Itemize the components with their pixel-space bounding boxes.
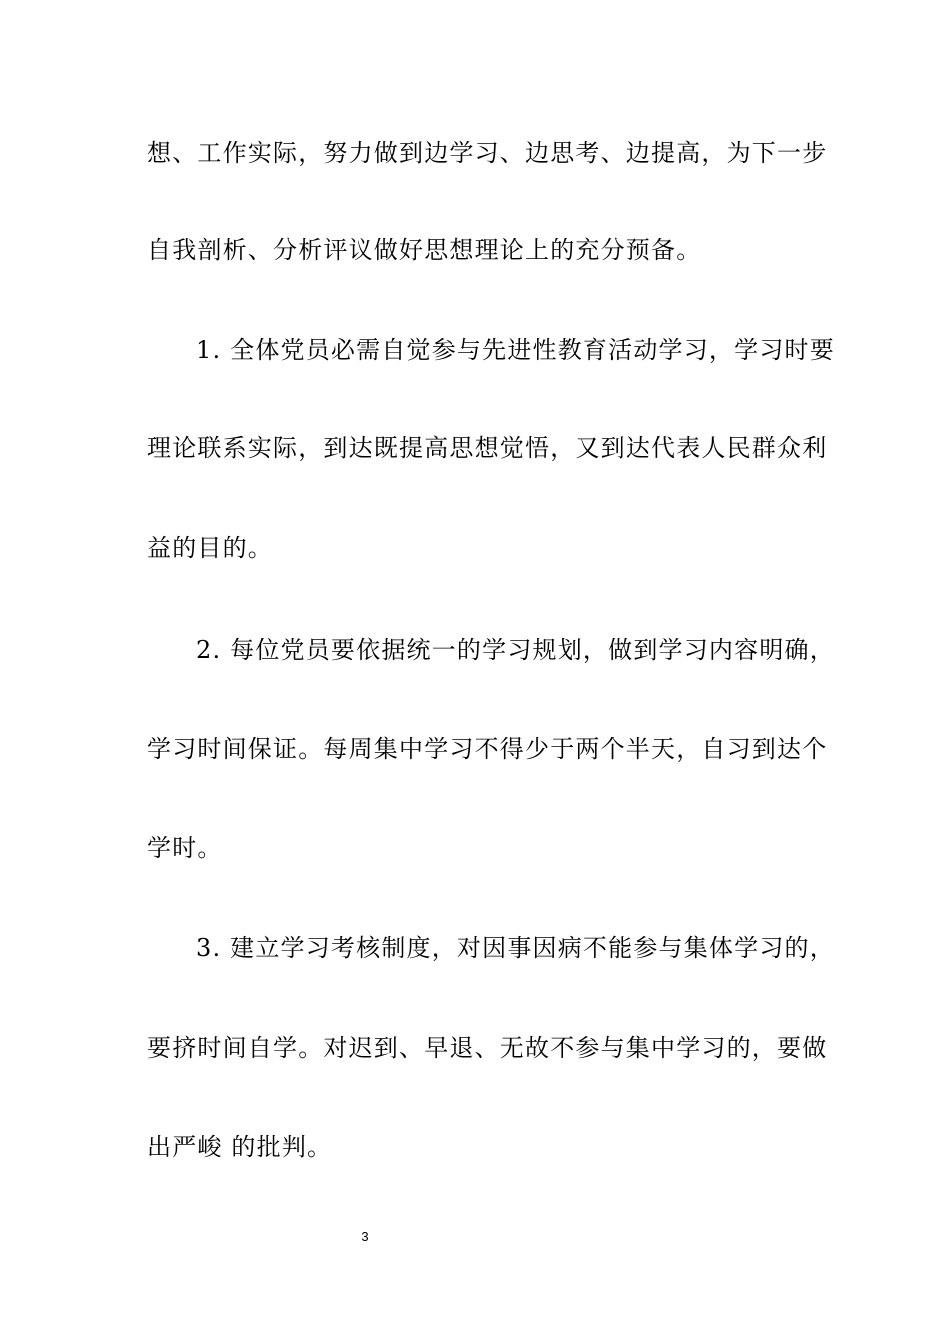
text-line-1: 想、工作实际，努力做到边学习、边思考、边提高，为下一步: [147, 139, 828, 167]
list-item-3-line-1: 3. 建立学习考核制度，对因事因病不能参与集体学习的，: [196, 934, 835, 962]
text-line-2: 自我剖析、分析评议做好思想理论上的充分预备。: [147, 236, 702, 264]
list-item-3-line-3: 出严峻 的批判。: [147, 1133, 333, 1161]
list-item-1-line-2: 理论联系实际，到达既提高思想觉悟，又到达代表人民群众利: [147, 434, 828, 462]
list-item-2-line-3: 学时。: [147, 834, 223, 862]
list-item-1-line-3: 益的目的。: [147, 534, 273, 562]
list-item-2-line-1: 2. 每位党员要依据统一的学习规划，做到学习内容明确，: [196, 636, 835, 664]
page-number: 3: [361, 1229, 369, 1244]
list-item-3-line-2: 要挤时间自学。对迟到、早退、无故不参与集中学习的，要做: [147, 1034, 828, 1062]
list-item-1-line-1: 1. 全体党员必需自觉参与先进性教育活动学习，学习时要: [196, 336, 835, 364]
list-item-2-line-2: 学习时间保证。每周集中学习不得少于两个半天，自习到达个: [147, 735, 828, 763]
